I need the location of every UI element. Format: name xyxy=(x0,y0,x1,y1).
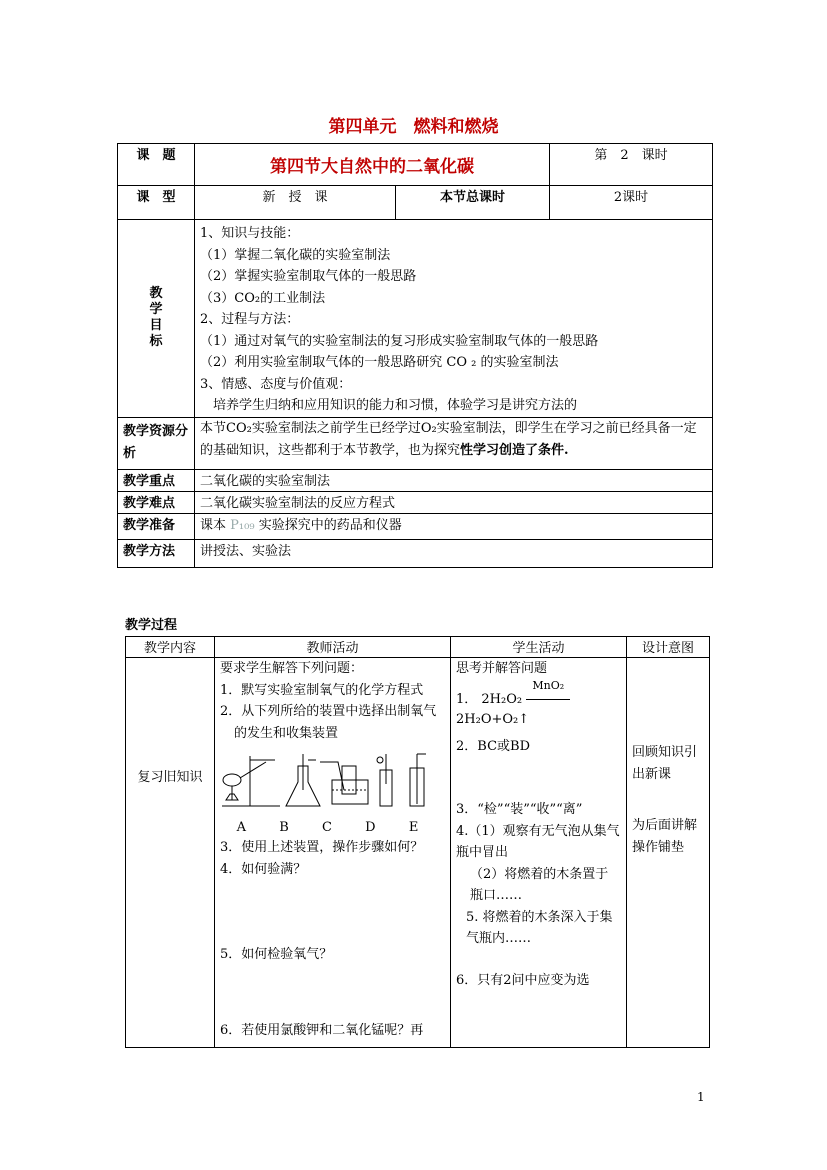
goal-line: （2）掌握实验室制取气体的一般思路 xyxy=(200,269,417,284)
resource-label: 教学资源分析 xyxy=(118,417,195,469)
apparatus-c xyxy=(320,762,368,804)
intent-cell xyxy=(627,658,710,1048)
topic-value: 第四节大自然中的二氧化碳 xyxy=(195,144,550,186)
intent-line: 回顾知识引出新课 xyxy=(632,745,698,782)
eq-prefix: 1． 2H₂O₂ xyxy=(456,691,523,707)
goal-line: （1）掌握二氧化碳的实验室制法 xyxy=(200,247,391,263)
resource-text: 本节CO₂实验室制法之前学生已经学过O₂实验室制法，即学生在学习之前已经具备一定的基础知识，这些都利于本节教学，也为探究 xyxy=(200,420,697,458)
content-cell: 复习旧知识 xyxy=(126,658,215,1048)
equation xyxy=(456,678,621,730)
goal-line: 1、知识与技能： xyxy=(200,226,300,241)
header-intent: 设计意图 xyxy=(627,637,710,658)
header-content: 教学内容 xyxy=(126,637,215,658)
goal-line: （2）利用实验室制取气体的一般思路研究 CO ₂ 的实验室制法 xyxy=(200,355,559,370)
topic-label: 课 题 xyxy=(118,144,195,186)
eq-catalyst-arrow xyxy=(526,678,570,710)
type-label: 课 型 xyxy=(118,186,195,220)
eq-line xyxy=(526,699,570,700)
goal-line: 3、情感、态度与价值观： xyxy=(200,376,352,392)
apparatus-label: D xyxy=(365,820,376,835)
lesson-info-table xyxy=(117,143,713,568)
teacher-line: 5．如何检验氧气？ xyxy=(220,947,333,962)
lesson-count: 第 2 课时 xyxy=(550,144,713,186)
header-student: 学生活动 xyxy=(451,637,627,658)
apparatus-diagram xyxy=(220,750,436,810)
goal-line: （3）CO₂的工业制法 xyxy=(200,290,326,306)
apparatus-d xyxy=(377,754,392,806)
difficulty-value: 二氧化碳实验室制法的反应方程式 xyxy=(195,491,713,513)
method-label: 教学方法 xyxy=(118,539,195,567)
student-line: 4.（1）观察有无气泡从集气瓶中冒出 xyxy=(456,823,620,860)
teacher-line: 4．如何验满？ xyxy=(220,861,307,877)
eq-arrow: ↑ xyxy=(518,711,530,727)
apparatus-a xyxy=(222,756,280,806)
resource-bold: 性学习创造了条件. xyxy=(460,442,569,458)
student-line: 思考并解答问题 xyxy=(456,661,548,676)
eq-catalyst: MnO₂ xyxy=(532,678,565,692)
total-value: 2课时 xyxy=(550,186,713,220)
goals-cell xyxy=(195,220,713,418)
teacher-line: 要求学生解答下列问题： xyxy=(220,661,364,676)
difficulty-label: 教学难点 xyxy=(118,491,195,513)
total-label: 本节总课时 xyxy=(396,186,550,220)
intent-line: 为后面讲解操作铺垫 xyxy=(632,818,698,855)
goal-line: 2、过程与方法： xyxy=(200,312,300,327)
prep-cell xyxy=(195,513,713,539)
eq-products: 2H₂O+O₂ xyxy=(456,711,519,727)
header-teacher: 教师活动 xyxy=(215,637,451,658)
prep-suffix: 实验探究中的药品和仪器 xyxy=(258,517,402,533)
method-value: 讲授法、实验法 xyxy=(195,539,713,567)
process-table xyxy=(125,636,710,1048)
goal-line: （1）通过对氧气的实验室制法的复习形成实验室制取气体的一般思路 xyxy=(200,333,599,349)
key-label: 教学重点 xyxy=(118,469,195,491)
prep-label: 教学准备 xyxy=(118,513,195,539)
apparatus-label: A xyxy=(236,820,246,835)
teacher-cell xyxy=(215,658,451,1048)
student-cell xyxy=(451,658,627,1048)
student-line: （2）将燃着的木条置于瓶口…… xyxy=(470,866,609,903)
goals-label-text: 教学目标 xyxy=(149,286,163,350)
apparatus-labels xyxy=(220,820,435,835)
apparatus-label: C xyxy=(322,820,332,835)
teacher-line: 3．使用上述装置，操作步骤如何？ xyxy=(220,840,424,855)
student-line: 3．“检”“装”“收”“离” xyxy=(456,802,583,817)
apparatus-label: E xyxy=(408,820,419,835)
apparatus-label: B xyxy=(279,820,289,835)
student-line: 6．只有2问中应变为选 xyxy=(456,972,590,988)
type-value: 新 授 课 xyxy=(195,186,396,220)
student-line: 2．BC或BD xyxy=(456,738,530,754)
goal-line: 培养学生归纳和应用知识的能力和习惯，体验学习是讲究方法的 xyxy=(200,398,578,413)
process-heading: 教学过程 xyxy=(125,618,178,633)
apparatus-b xyxy=(286,754,320,806)
apparatus-e xyxy=(410,754,426,806)
resource-cell xyxy=(195,417,713,469)
unit-title: 第四单元 燃料和燃烧 xyxy=(328,117,499,137)
prep-prefix: 课本 xyxy=(200,517,227,533)
teacher-line: 2．从下列所给的装置中选择出制氧气的发生和收集装置 xyxy=(220,704,437,741)
goals-label xyxy=(118,220,195,418)
teacher-line: 1．默写实验室制氧气的化学方程式 xyxy=(220,682,424,698)
teacher-line: 6．若使用氯酸钾和二氧化锰呢？再 xyxy=(220,1022,424,1038)
page-number: 1 xyxy=(697,1090,705,1104)
prep-page: P₁₀₉ xyxy=(230,517,255,533)
key-value: 二氧化碳的实验室制法 xyxy=(195,469,713,491)
student-line: 5. 将燃着的木条深入于集气瓶内…… xyxy=(466,909,613,946)
